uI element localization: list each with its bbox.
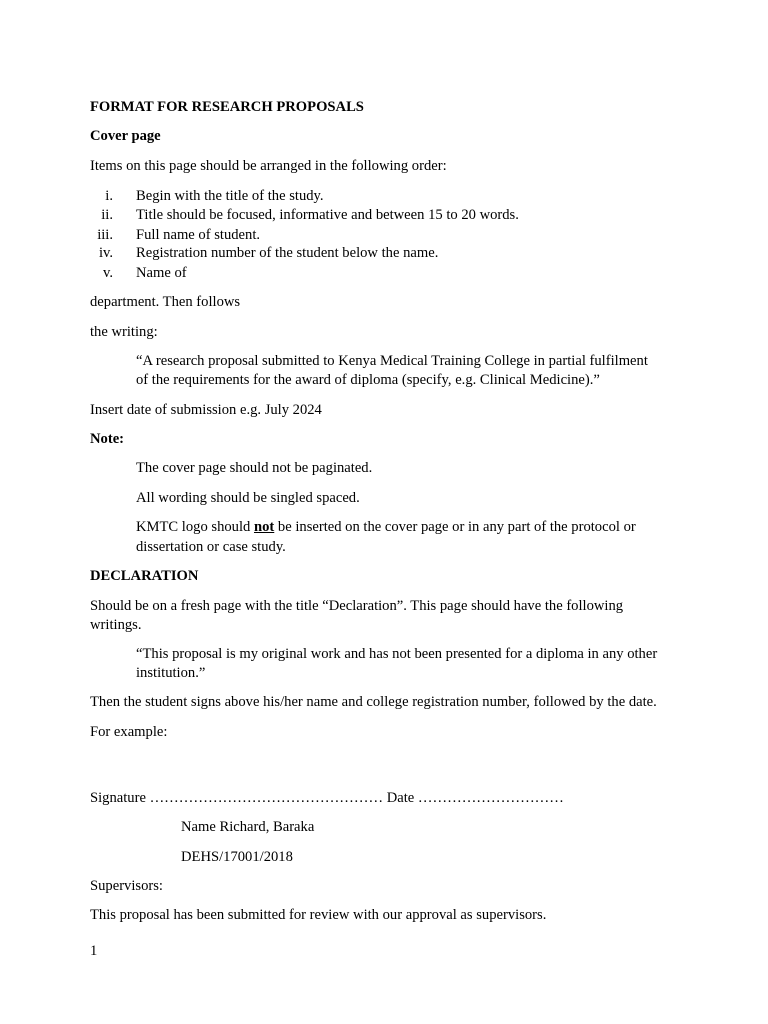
document-title: FORMAT FOR RESEARCH PROPOSALS [90,99,364,115]
note-line-3 [136,518,675,537]
cover-continuation-1: department. Then follows [90,294,241,310]
signature-line: Signature ………………………………………… Date ………………………… [90,790,564,806]
declaration-quote-line-2: institution.” [136,665,206,681]
example-label: For example: [90,724,168,740]
list-item-text: Registration number of the student below the name. [136,245,439,261]
note-emphasis-not: not [253,519,275,535]
list-item-text: Begin with the title of the study. [136,188,324,204]
list-item-number: i. [105,188,113,204]
list-item-number: iv. [98,245,113,261]
note-line-3-part-b: be inserted on the cover page or in any part of the protocol or [274,519,636,535]
supervisors-label: Supervisors: [90,878,163,894]
list-item-text: Name of [136,265,187,281]
note-line-2: All wording should be singled spaced. [136,490,360,506]
list-item-number: ii. [101,207,113,223]
cover-intro-text: Items on this page should be arranged in the following order: [90,158,447,174]
page-number: 1 [90,943,98,959]
list-item-number: iii. [97,227,113,243]
student-name: Name Richard, Baraka [181,819,315,835]
declaration-para-2: Then the student signs above his/her name and college registration number, followed by the date. [90,694,657,710]
cover-quote-line-2: of the requirements for the award of diploma (specify, e.g. Clinical Medicine).” [136,372,600,388]
approval-statement: This proposal has been submitted for review with our approval as supervisors. [90,907,547,923]
declaration-quote-line-1: “This proposal is my original work and has not been presented for a diploma in any other [136,646,658,662]
submission-date-line: Insert date of submission e.g. July 2024 [90,402,322,418]
note-line-1: The cover page should not be paginated. [136,460,373,476]
note-line-3-part-a: KMTC logo should [136,519,254,535]
cover-page-heading: Cover page [90,128,161,144]
note-line-3-continuation: dissertation or case study. [136,539,286,555]
registration-number: DEHS/17001/2018 [181,849,293,865]
declaration-heading: DECLARATION [90,568,199,584]
declaration-para-1-line-2: writings. [90,617,142,633]
list-item-text: Title should be focused, informative and between 15 to 20 words. [136,207,519,223]
note-heading: Note: [90,431,125,447]
cover-continuation-2: the writing: [90,324,158,340]
cover-quote-line-1: “A research proposal submitted to Kenya Medical Training College in partial fulfilment [136,353,648,369]
declaration-para-1-line-1: Should be on a fresh page with the title “Declaration”. This page should have the following [90,598,624,614]
list-item-number: v. [103,265,113,281]
list-item-text: Full name of student. [136,227,261,243]
